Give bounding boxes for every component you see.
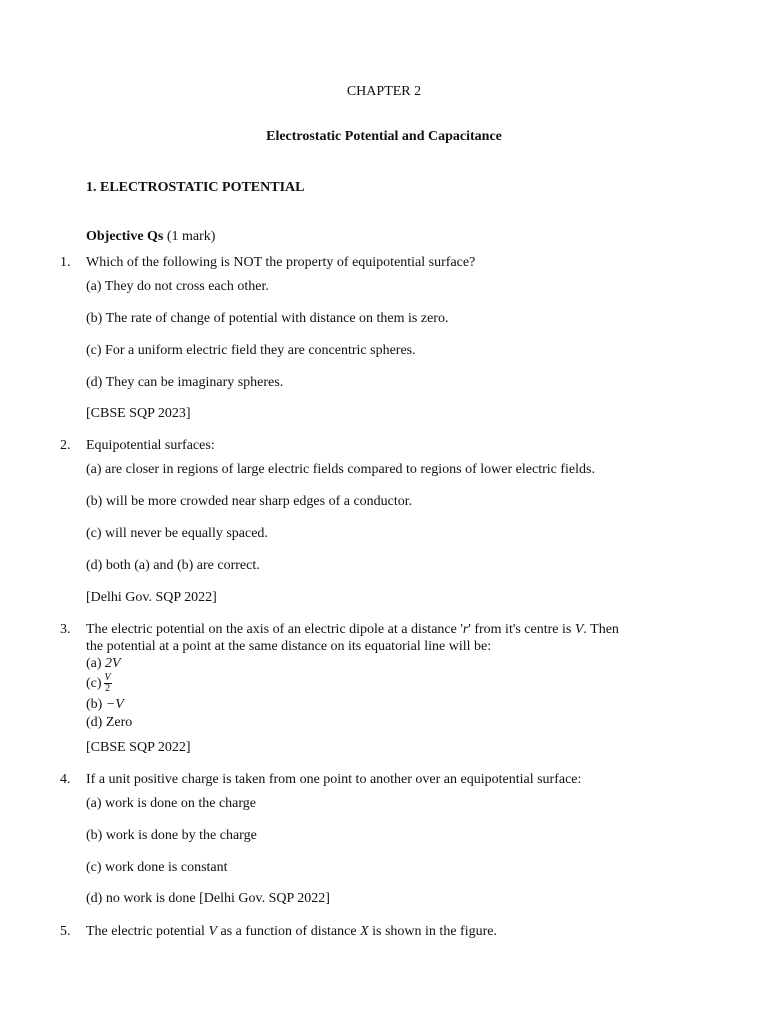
q5-text-part-2: as a function of distance <box>220 924 357 939</box>
q1-option-d: (d) They can be imaginary spheres. <box>86 375 284 390</box>
objective-heading <box>86 228 215 246</box>
q3-line1 <box>86 621 619 639</box>
q3-option-a-value: 2V <box>105 656 121 671</box>
q5-text-part-1: The electric potential <box>86 924 205 939</box>
q5-number: 5. <box>60 924 71 939</box>
section-heading: 1. ELECTROSTATIC POTENTIAL <box>86 180 305 195</box>
q5-text <box>86 923 497 941</box>
q3-line1-part-b: ' from it's centre is <box>468 622 572 637</box>
q1-option-c: (c) For a uniform electric field they are concentric spheres. <box>86 343 416 358</box>
q3-option-a <box>86 655 121 673</box>
q1-text: Which of the following is NOT the property of equipotential surface? <box>86 255 476 270</box>
q3-line2: the potential at a point at the same distance on its equatorial line will be: <box>86 639 492 654</box>
q3-source: [CBSE SQP 2022] <box>86 740 191 755</box>
q5-x-symbol: X <box>360 924 369 939</box>
q2-option-d: (d) both (a) and (b) are correct. <box>86 558 260 573</box>
q2-text: Equipotential surfaces: <box>86 438 215 453</box>
q4-text: If a unit positive charge is taken from one point to another over an equipotential surface: <box>86 772 582 787</box>
q3-option-d: (d) Zero <box>86 715 133 730</box>
q1-source: [CBSE SQP 2023] <box>86 406 191 421</box>
q4-option-d: (d) no work is done [Delhi Gov. SQP 2022] <box>86 891 330 906</box>
q3-option-c-numerator: V <box>104 672 111 684</box>
objective-label: Objective Qs <box>86 229 164 244</box>
q2-number: 2. <box>60 438 71 453</box>
q2-option-c: (c) will never be equally spaced. <box>86 526 268 541</box>
q3-option-c-fraction <box>104 673 112 694</box>
q3-option-c-label: (c) <box>86 676 102 691</box>
q4-number: 4. <box>60 772 71 787</box>
q3-option-b-value: −V <box>105 697 124 712</box>
q3-option-c <box>86 673 112 695</box>
q3-option-b-label: (b) <box>86 697 103 712</box>
q3-option-b <box>86 696 124 714</box>
q4-option-b: (b) work is done by the charge <box>86 828 257 843</box>
q1-option-b: (b) The rate of change of potential with distance on them is zero. <box>86 311 449 326</box>
q4-option-a: (a) work is done on the charge <box>86 796 257 811</box>
q5-v-symbol: V <box>208 924 218 939</box>
q3-line1-part-a: The electric potential on the axis of an electric dipole at a distance ' <box>86 622 463 637</box>
q3-option-c-denominator: 2 <box>105 683 111 695</box>
q2-option-a: (a) are closer in regions of large electric fields compared to regions of lower electric fields. <box>86 462 595 477</box>
q3-option-a-label: (a) <box>86 656 102 671</box>
chapter-heading: CHAPTER 2 <box>346 84 422 99</box>
q1-number: 1. <box>60 255 71 270</box>
q3-number: 3. <box>60 622 71 637</box>
q1-option-a: (a) They do not cross each other. <box>86 279 269 294</box>
q3-v-symbol: V <box>574 622 584 637</box>
q2-option-b: (b) will be more crowded near sharp edges of a conductor. <box>86 494 413 509</box>
q3-r-symbol: r <box>462 622 469 637</box>
q4-option-c: (c) work done is constant <box>86 860 228 875</box>
chapter-title: Electrostatic Potential and Capacitance <box>266 129 502 144</box>
q5-text-part-3: is shown in the figure. <box>372 924 497 939</box>
q3-line1-part-c: . Then <box>583 622 619 637</box>
objective-marks: (1 mark) <box>166 229 216 244</box>
q2-source: [Delhi Gov. SQP 2022] <box>86 590 217 605</box>
